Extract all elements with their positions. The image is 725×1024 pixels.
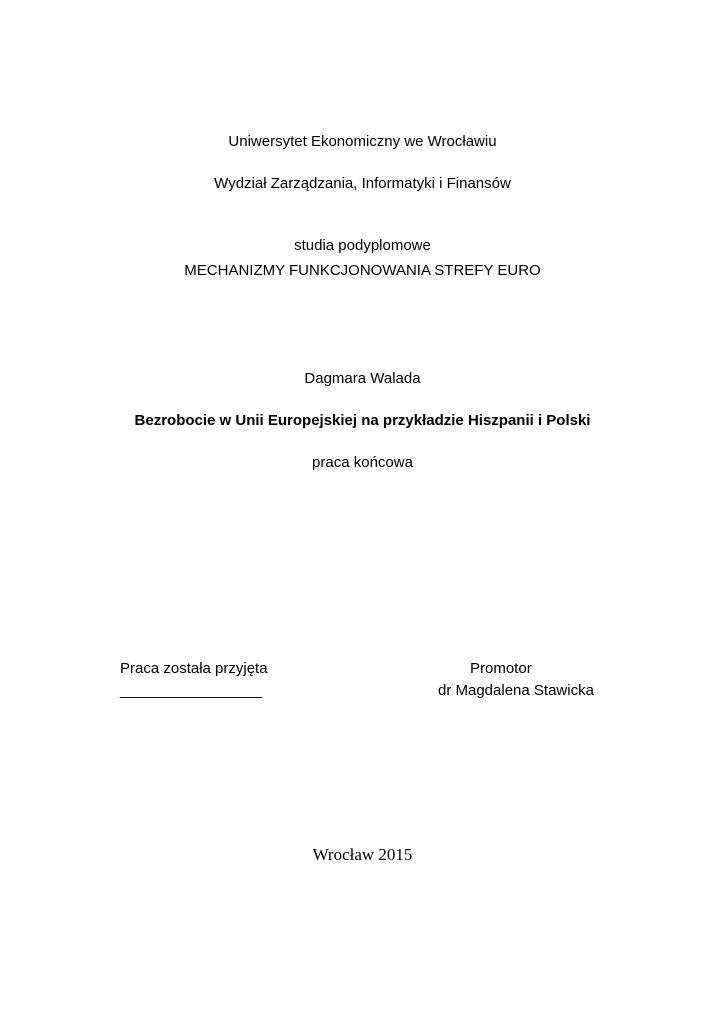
acceptance-label: Praca została przyjęta [120,660,268,677]
faculty-name: Wydział Zarządzania, Informatyki i Finansów [214,175,511,192]
supervisor-name: dr Magdalena Stawicka [438,682,594,699]
university-name: Uniwersytet Ekonomiczny we Wrocławiu [228,133,497,150]
program-name: MECHANIZMY FUNKCJONOWANIA STREFY EURO [184,262,541,279]
acceptance-signature-line: _________________ [120,682,262,699]
study-type: studia podyplomowe [294,237,431,254]
place-and-year: Wrocław 2015 [312,845,413,864]
author-name: Dagmara Walada [304,370,421,387]
thesis-type: praca końcowa [312,454,413,471]
supervisor-label: Promotor [470,660,532,677]
thesis-title: Bezrobocie w Unii Europejskiej na przykładzie Hiszpanii i Polski [134,412,591,429]
